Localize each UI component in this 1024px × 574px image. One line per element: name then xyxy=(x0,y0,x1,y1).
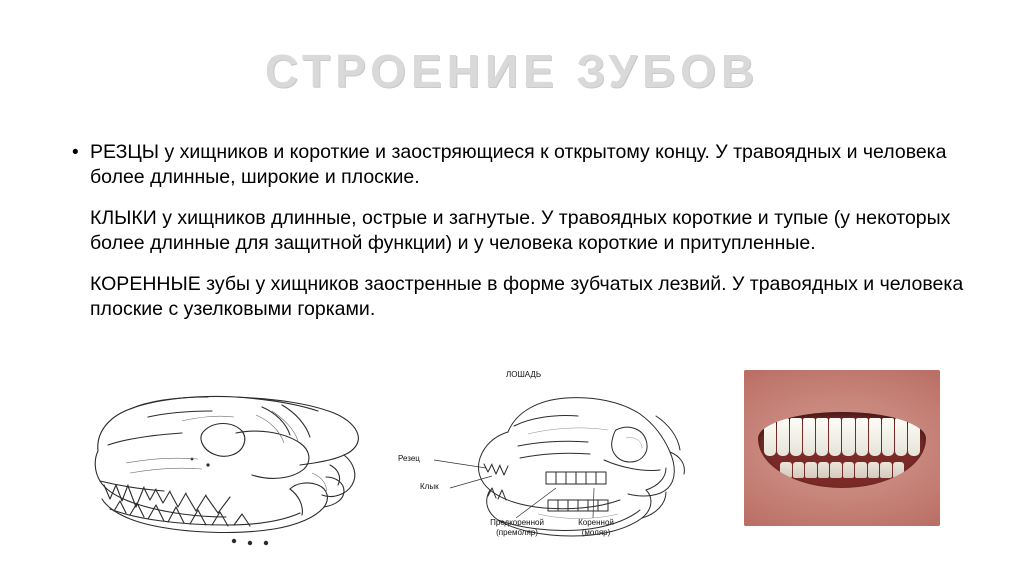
tooth xyxy=(893,462,905,478)
tooth xyxy=(818,462,830,478)
paragraph-canines xyxy=(68,206,968,256)
tooth xyxy=(868,462,880,478)
horse-label-title: ЛОШАДЬ xyxy=(506,370,542,379)
tooth xyxy=(843,462,855,478)
tooth xyxy=(816,418,828,456)
mouth-opening xyxy=(758,412,926,488)
paragraph-molars xyxy=(68,272,968,322)
tooth xyxy=(830,462,842,478)
tooth xyxy=(829,418,841,456)
tooth xyxy=(895,418,907,456)
tooth xyxy=(780,462,792,478)
figure-human-smile xyxy=(744,370,940,526)
tooth xyxy=(869,418,881,456)
tooth xyxy=(908,418,920,456)
tooth xyxy=(855,462,867,478)
figures-row xyxy=(0,368,1024,568)
figure-carnivore-skull xyxy=(86,373,376,551)
paragraph-canines-text: КЛЫКИ у хищников длинные, острые и загнутые. У травоядных короткие и тупые (у некоторых более длинные для защитной функции) и у человека короткие и притупленные. xyxy=(90,207,951,254)
bullet-icon: • xyxy=(72,142,79,163)
page-title: СТРОЕНИЕ ЗУБОВ xyxy=(264,45,760,97)
tooth xyxy=(790,418,802,456)
tooth xyxy=(793,462,805,478)
tooth xyxy=(777,418,789,456)
figure-horse-skull xyxy=(388,368,728,558)
horse-label-canine: Клык xyxy=(420,482,439,491)
tooth xyxy=(805,462,817,478)
lower-teeth-row xyxy=(780,462,904,478)
tooth xyxy=(880,462,892,478)
tooth xyxy=(856,418,868,456)
paragraph-incisors xyxy=(68,140,968,190)
body-text xyxy=(68,140,968,338)
horse-label-molar: Коренной (моляр) xyxy=(578,518,614,537)
tooth xyxy=(842,418,854,456)
tooth xyxy=(803,418,815,456)
horse-label-incisor: Резец xyxy=(398,454,420,463)
tooth xyxy=(764,418,776,456)
carnivore-skull-drawing xyxy=(86,373,376,551)
upper-teeth-row xyxy=(764,418,920,456)
paragraph-molars-text: КОРЕННЫЕ зубы у хищников заостренные в форме зубчатых лезвий. У травоядных и человека плоские с узелковыми горками. xyxy=(90,273,964,320)
tooth xyxy=(882,418,894,456)
paragraph-incisors-text: РЕЗЦЫ у хищников и короткие и заостряющиеся к открытому концу. У травоядных и человека более длинные, широкие и плоские. xyxy=(90,141,947,188)
horse-skull-drawing xyxy=(388,368,728,558)
horse-label-premolar: Предкоренной (премоляр) xyxy=(490,518,544,537)
